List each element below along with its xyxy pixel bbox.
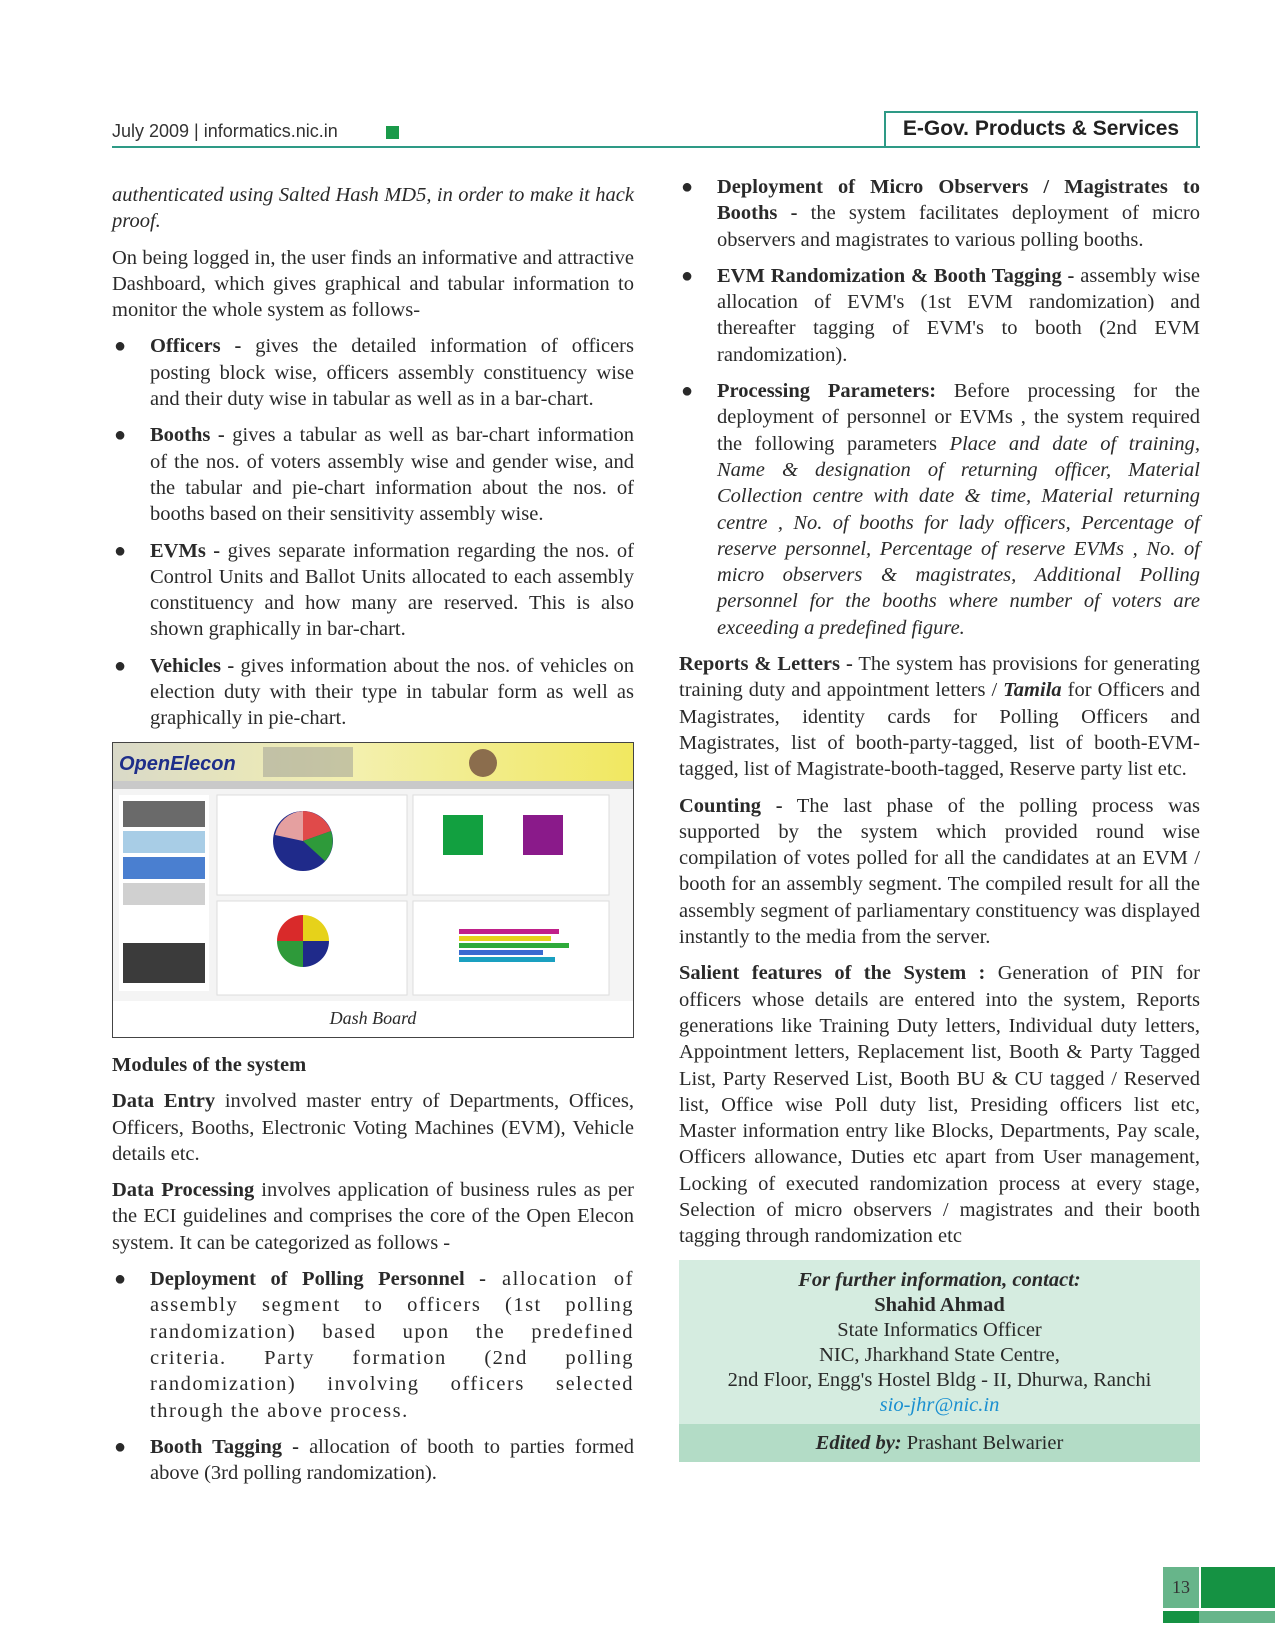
bullet-icon: ● — [114, 424, 127, 447]
section-title: E-Gov. Products & Services — [884, 111, 1198, 146]
page-corner-strip-dark — [1163, 1611, 1199, 1623]
bullet-icon: ● — [681, 264, 694, 287]
dashboard-figure — [112, 742, 634, 1038]
bullet-evm-randomization: ● EVM Randomization & Booth Tagging - assembly wise allocation of EVM's (1st EVM randomization) and thereafter tagging of EVM's to booth (2nd EVM randomization). — [681, 264, 1200, 366]
bullet-booths: ● Booths - gives a tabular as well as bar-chart information of the nos. of voters assembly wise and gender wise, and the tabular and pie-chart information about the nos. of booths based on their sensitivity assembly wise. — [114, 424, 634, 526]
bullet-officers: ● Officers - gives the detailed information of officers posting block wise, officers assembly constituency wise and their duty wise in tabular as well as in a bar-chart. — [114, 335, 634, 411]
bullet-processing-parameters: ● Processing Parameters: Before processing for the deployment of personnel or EVMs , the system required the following parameters Place and date of training, Name & designation of returning officer, Material Collection centre with date & time, Material returning centre , No. of booths for lady officers, Percentage of reserve personnel, Percentage of reserve EVMs , No. of micro observers & magistrates, Additional Polling personnel for the booths where number of voters are exceeding a predefined figure. — [681, 380, 1200, 639]
modules-heading: Modules of the system — [112, 1053, 307, 1076]
counting-paragraph: Counting - The last phase of the polling process was supported by the system which provided round wise compilation of votes polled for all the candidates at an EVM / booth for an assembly segment. The compiled result for all the assembly segment of parliamentary constituency was displayed instantly to the media from the server. — [679, 794, 1200, 949]
edited-by: Edited by: Prashant Belwarier — [679, 1424, 1200, 1462]
bullet-icon: ● — [114, 539, 127, 562]
contact-name: Shahid Ahmad — [874, 1293, 1005, 1316]
data-entry-paragraph: Data Entry involved master entry of Departments, Offices, Officers, Booths, Electronic Voting Machines (EVM), Vehicle details etc. — [112, 1090, 634, 1165]
bullet-icon: ● — [681, 380, 694, 403]
right-column — [679, 174, 1200, 1462]
bullet-booth-tagging: ● Booth Tagging - allocation of booth to parties formed above (3rd polling randomization). — [114, 1435, 635, 1485]
reports-letters-paragraph: Reports & Letters - The system has provisions for generating training duty and appointment letters / Tamila for Officers and Magistrates, identity cards for Polling Officers and Magistrates, list of booth-party-tagged, list of booth-EVM-tagged, list of Magistrate-booth-tagged, Reserve party list etc. — [679, 653, 1200, 781]
page-number: 13 — [1163, 1567, 1199, 1608]
svg-text:OpenElecon: OpenElecon — [119, 752, 236, 775]
contact-org: NIC, Jharkhand State Centre, — [819, 1343, 1060, 1366]
header-rule — [112, 146, 1200, 148]
figure-caption: Dash Board — [329, 1007, 417, 1028]
page-corner-block — [1201, 1567, 1275, 1608]
intro-paragraph: On being logged in, the user finds an informative and attractive Dashboard, which gives graphical and tabular information to monitor the whole system as follows- — [112, 246, 634, 322]
bullet-icon: ● — [114, 1435, 127, 1458]
contact-email-link[interactable]: sio-jhr@nic.in — [879, 1393, 1000, 1416]
bullet-micro-observers: ● Deployment of Micro Observers / Magistrates to Booths - the system facilitates deployment of micro observers and magistrates to various polling booths. — [681, 176, 1200, 251]
intro-italic: authenticated using Salted Hash MD5, in order to make it hack proof. — [112, 184, 634, 233]
bullet-icon: ● — [681, 176, 694, 198]
bullet-vehicles: ● Vehicles - gives information about the nos. of vehicles on election duty with their type in tabular form as well as graphically in pie-chart. — [114, 654, 634, 730]
contact-role: State Informatics Officer — [837, 1318, 1042, 1341]
contact-heading: For further information, contact: — [798, 1268, 1081, 1291]
bullet-polling-personnel: ● Deployment of Polling Personnel - allocation of assembly segment to officers (1st polling randomization) based upon the predefined criteria. Party formation (2nd polling randomization) involving officers selected through the above process. — [114, 1268, 634, 1422]
bullet-evms: ● EVMs - gives separate information regarding the nos. of Control Units and Ballot Units allocated to each assembly constituency and how many are reserved. This is also shown graphically in bar-chart. — [114, 539, 634, 641]
bullet-icon: ● — [114, 335, 127, 358]
header-square-marker — [386, 126, 399, 139]
dashboard-screenshot-image — [113, 743, 633, 1001]
data-processing-paragraph: Data Processing involves application of business rules as per the ECI guidelines and comprises the core of the Open Elecon system. It can be categorized as follows - — [112, 1179, 634, 1254]
contact-box — [679, 1260, 1200, 1424]
salient-features-paragraph: Salient features of the System : Generation of PIN for officers whose details are entered into the system, Reports generations like Training Duty letters, Individual duty letters, Appointment letters, Replacement list, Booth & Party Tagged List, Party Reserved List, Booth BU & CU tagged / Reserved list, Office wise Poll duty list, Presiding officers list etc, Master information entry like Blocks, Departments, Pay scale, Officers allowance, Duties etc apart from User management, Locking of executed randomization process at every stage, Selection of micro observers / magistrates and their booth tagging through randomization etc — [679, 962, 1200, 1248]
left-column — [112, 182, 634, 1496]
bullet-icon: ● — [114, 654, 127, 677]
contact-address: 2nd Floor, Engg's Hostel Bldg - II, Dhurwa, Ranchi — [727, 1368, 1152, 1391]
header-date-site: July 2009 | informatics.nic.in — [112, 121, 338, 141]
bullet-icon: ● — [114, 1268, 127, 1291]
